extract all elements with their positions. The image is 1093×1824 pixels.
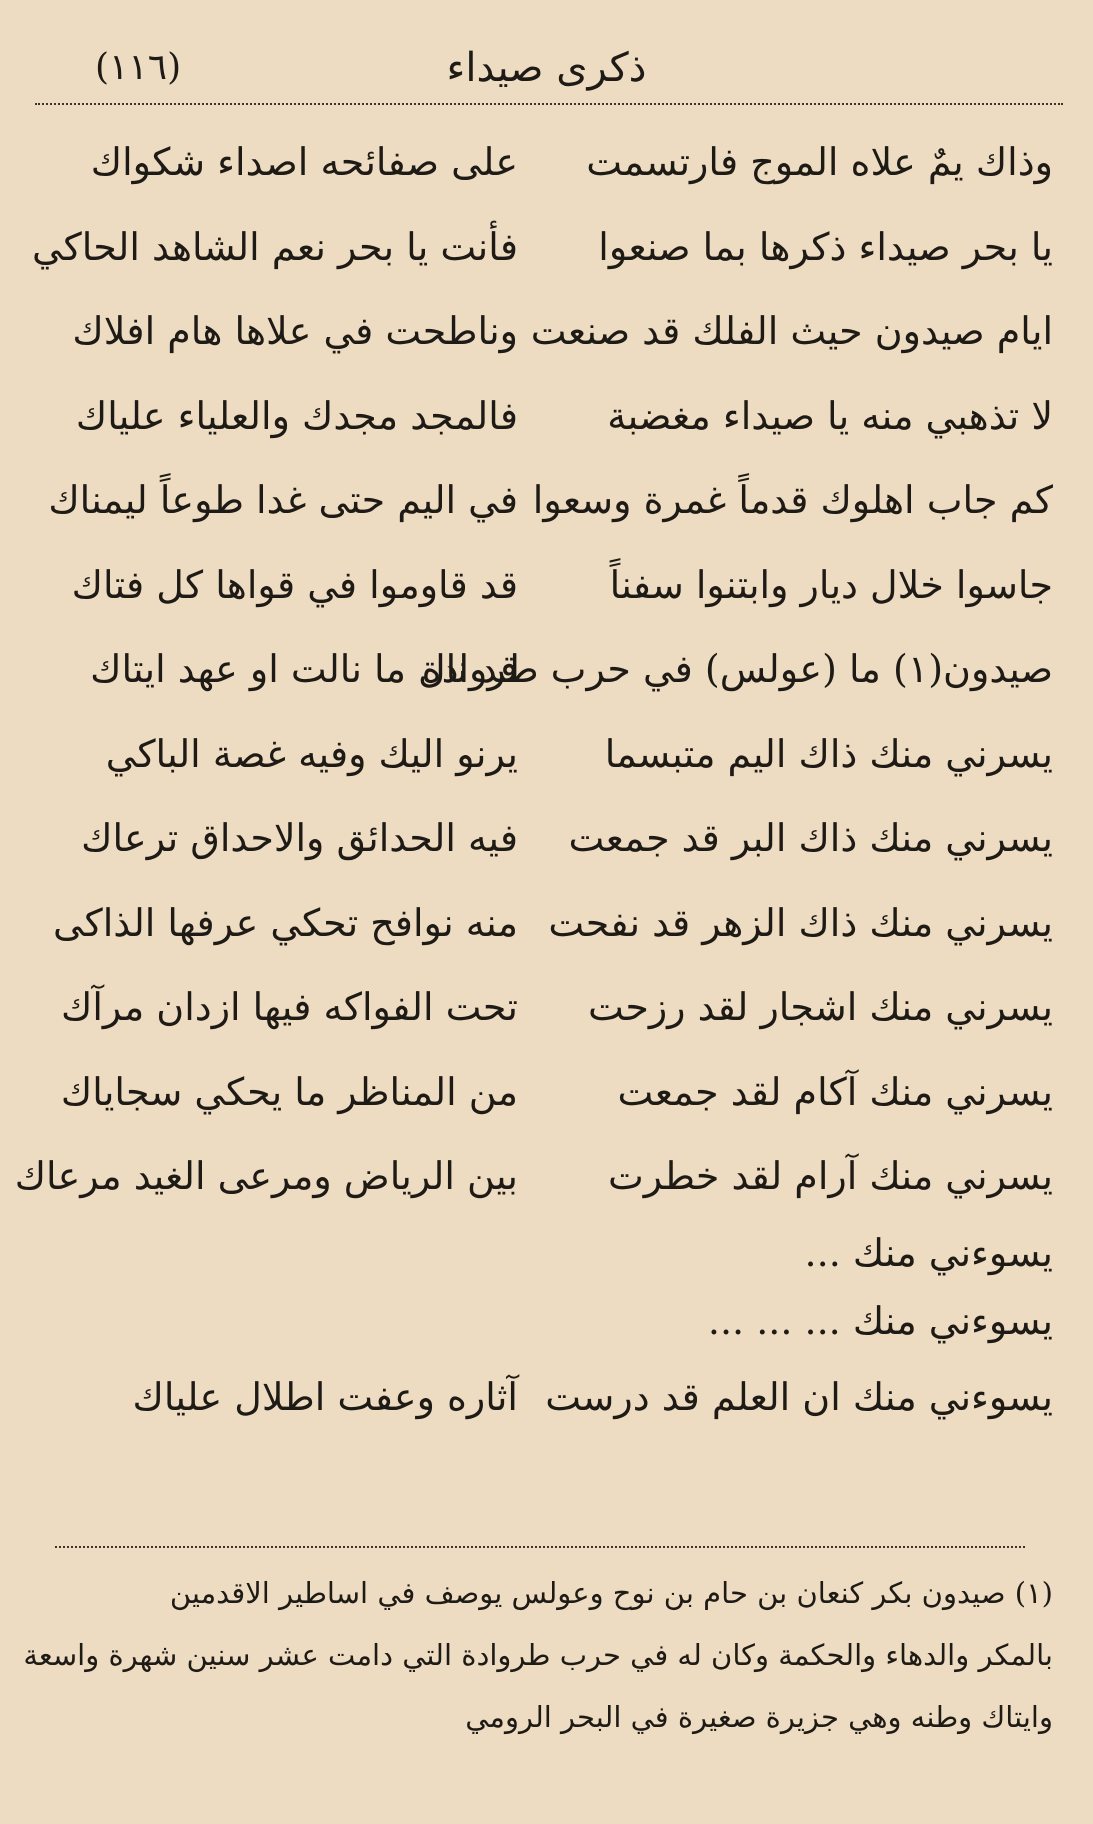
page-number: (١١٦) (95, 47, 182, 88)
verse-first-hemistich: يسرني منك آرام لقد خطرت (608, 1154, 1053, 1198)
verse-second-hemistich: يرنو اليك وفيه غصة الباكي (105, 731, 518, 776)
verse-5 (0, 458, 1093, 543)
verse-second-hemistich: منه نوافح تحكي عرفها الذاكى (52, 900, 518, 945)
verse-second-hemistich: فالمجد مجدك والعلياء علياك (75, 393, 518, 438)
verse-first-hemistich: جاسوا خلال ديار وابتنوا سفناً (609, 562, 1053, 607)
footnote-line-1: (١) صيدون بكر كنعان بن حام بن نوح وعولس يوصف في اساطير الاقدمين (169, 1576, 1053, 1610)
verse-first-hemistich: يا بحر صيداء ذكرها بما صنعوا (598, 224, 1053, 269)
verse-first-hemistich: يسوءني منك ان العلم قد درست (545, 1374, 1053, 1419)
verse-first-hemistich: يسوءني منك ... (804, 1230, 1053, 1275)
verse-second-hemistich: قد نال ما نالت او عهد ايتاك (90, 647, 518, 691)
header-rule (35, 103, 1063, 105)
verse-8 (0, 712, 1093, 797)
footnote-rule (55, 1546, 1025, 1548)
running-title: ذكرى صيداء (446, 45, 647, 91)
verse-first-hemistich: يسرني منك ذاك البر قد جمعت (568, 816, 1053, 860)
verse-first-hemistich: كم جاب اهلوك قدماً غمرة وسعوا (532, 478, 1053, 522)
verse-second-hemistich: على صفائحه اصداء شكواك (90, 140, 518, 184)
verse-second-hemistich: فأنت يا بحر نعم الشاهد الحاكي (31, 224, 518, 269)
verse-2 (0, 205, 1093, 290)
verse-first-hemistich: وذاك يمٌ علاه الموج فارتسمت (586, 140, 1053, 184)
verse-10 (0, 881, 1093, 966)
verse-9 (0, 796, 1093, 881)
verse-4 (0, 374, 1093, 459)
verse-second-hemistich: بين الرياض ومرعى الغيد مرعاك (14, 1154, 518, 1198)
verse-12 (0, 1050, 1093, 1135)
page-header (0, 38, 1093, 98)
verse-1 (0, 120, 1093, 205)
verse-first-hemistich: يسرني منك ذاك الزهر قد نفحت (548, 900, 1053, 945)
verse-second-hemistich: من المناظر ما يحكي سجاياك (60, 1069, 518, 1114)
footnote-line-3: وايتاك وطنه وهي جزيرة صغيرة في البحر الرومي (465, 1700, 1053, 1734)
verse-first-hemistich: لا تذهبي منه يا صيداء مغضبة (607, 393, 1053, 438)
verse-3 (0, 289, 1093, 374)
verse-first-hemistich: صيدون(١) ما (عولس) في حرب طروادة (421, 647, 1053, 691)
verse-first-hemistich: يسرني منك ذاك اليم متبسما (604, 731, 1053, 776)
verse-second-hemistich: قد قاوموا في قواها كل فتاك (71, 562, 518, 607)
poem (0, 120, 1093, 1439)
verse-14 (0, 1219, 1093, 1287)
verse-15 (0, 1287, 1093, 1355)
verse-7 (0, 627, 1093, 712)
verse-16 (0, 1355, 1093, 1440)
verse-second-hemistich: تحت الفواكه فيها ازدان مرآك (61, 985, 518, 1029)
verse-first-hemistich: يسوءني منك ... ... ... (707, 1298, 1053, 1343)
verse-second-hemistich: آثاره وعفت اطلال علياك (132, 1374, 518, 1419)
verse-second-hemistich: في اليم حتى غدا طوعاً ليمناك (48, 478, 518, 522)
verse-6 (0, 543, 1093, 628)
verse-second-hemistich: فيه الحدائق والاحداق ترعاك (81, 816, 518, 860)
footnote (23, 1562, 1053, 1748)
verse-first-hemistich: يسرني منك اشجار لقد رزحت (588, 985, 1053, 1029)
verse-first-hemistich: يسرني منك آكام لقد جمعت (617, 1069, 1053, 1114)
verse-13 (0, 1134, 1093, 1219)
verse-second-hemistich: وناطحت في علاها هام افلاك (72, 309, 518, 353)
footnote-line-2: بالمكر والدهاء والحكمة وكان له في حرب طروادة التي دامت عشر سنين شهرة واسعة (23, 1638, 1053, 1672)
verse-11 (0, 965, 1093, 1050)
verse-first-hemistich: ايام صيدون حيث الفلك قد صنعت (530, 309, 1053, 353)
